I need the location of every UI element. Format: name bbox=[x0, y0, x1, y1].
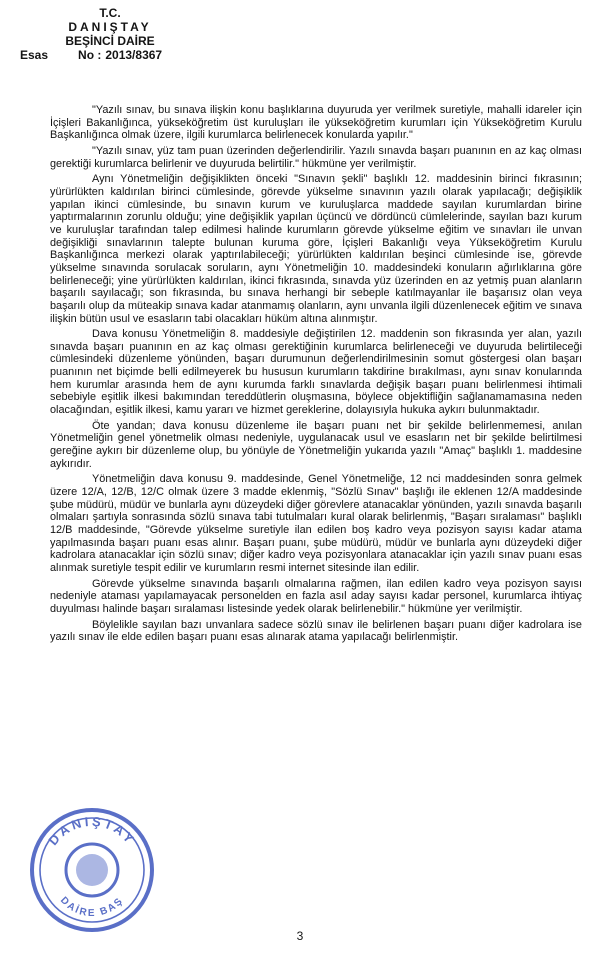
paragraph-7: Görevde yükselme sınavında başarılı olmalarına rağmen, ilan edilen kadro veya pozisyon sayısı nedeniyle ataması yapılamayacak personelden en fazla asıl aday sayısı kadar personel, kurumlarca ihtiyaç duyulması halinde başarı sıralaması listesinde yedek olarak belirlenebilir." hükmüne yer verilmiştir. bbox=[50, 577, 582, 615]
header-court-name: DANIŞTAY bbox=[68, 20, 152, 34]
header-tc: T.C. bbox=[99, 6, 121, 20]
paragraph-6: Yönetmeliğin dava konusu 9. maddesinde, Genel Yönetmeliğe, 12 nci maddesinden sonra gelmek üzere 12/A, 12/B, 12/C olmak üzere 3 madde eklenmiş, "Sözlü Sınav" başlığı ile eklenen 12/A maddesinde şube müdürü, müdür ve bunlarla aynı düzeydeki diğer görevlere atanacaklar yönünden, yazılı sınavda başarılı olmaları şartıyla sonrasında sözlü sınava tabi tutulmaları kural olarak belirlenmiş, "Başarı sıralaması" başlıklı 12/B maddesinde, "Görevde yükselme suretiyle ilan edilen boş kadro veya pozisyon sayısı kadar atama yapılmasında başarı puanı esas alınır. Başarı puanı, şube müdürü, müdür ve bunlarla aynı düzeydeki diğer kadrolara atanacaklar için sözlü sınav; diğer kadro veya pozisyonlara atanacaklar için yazılı sınav puanı esas alınmak suretiyle tespit edilir ve kurumların resmi internet sitesinde ilan edilir. bbox=[50, 473, 582, 574]
paragraph-4: Dava konusu Yönetmeliğin 8. maddesiyle değiştirilen 12. maddenin son fıkrasında yer alan, yazılı sınavda başarı puanının en az kaç olması gerektiğinin kurumlarca belirleneceği ve duyuruda belirtileceği cümlesindeki düzenleme yönünden, başarı durumunun değerlendirilmesinin somut göstergesi olan başarı puanının net biçimde belli edilmeyerek bu hususun kurumların takdirine bırakılması, aynı sınav konularında hem kurumlar arasında hem de aynı kurumda farklı sınavlarda değişik başarı puanı belirlenmesi ihtimali sebebiyle eşitlik ilkesi bakımından tereddütlerin oluşmasına, böylece objektifliğin sağlanamamasına neden olacağından, eşitlik ilkesi, kamu yararı ve hizmet gereklerine, dolayısıyla hukuka aykırı bulunmaktadır. bbox=[50, 328, 582, 417]
seal-outer-ring bbox=[32, 810, 152, 930]
esas-label: Esas bbox=[20, 48, 49, 62]
case-number: 2013/8367 bbox=[105, 48, 163, 62]
court-seal-stamp bbox=[28, 806, 156, 934]
svg-text:DAİRE BAŞ bbox=[58, 895, 126, 919]
paragraph-3: Aynı Yönetmeliğin değişiklikten önceki "Sınavın şekli" başlıklı 12. maddesinin birinci fıkrasının; yürürlükten kaldırılan birinci cümlesinde, görevde yükselme sınavının yazılı olarak yapılacağı; değişiklik yapılan ikinci cümlesinde, bu sınavın kurum ve kuruluşlarca maddede sayılan kurumlardan birine yaptırmalarının zorunlu olduğu; yine değişiklik yapılan üçüncü ve dördüncü cümlelerinde, sayılan bazı kurum ve kuruluşlar tarafından talep edilmesi halinde kurumların görevde yükselme eğitim ve sınavları ile unvan değişikliği sınavlarının talepte bulunan kuruma göre, İçişleri Bakanlığı veya Yükseköğretim Kurulu Başkanlığınca merkezi olarak yaptırılabileceği; yürürlükten kaldırılan beşinci cümlesinde ise, görevde yükselme sınavında sorulacak soruların, aynı Yönetmeliğin 10. maddesindeki konuların ağırlıklarına göre belirleneceği; yine yürürlükten kaldırılan, ikinci fıkrasında, sınavda yüz üzerinden en az yetmiş puan alanların başarılı sayılacağı; son fıkrasında, bu sınava herhangi bir sebeple katılmayanlar ile başarısız olan veya başarılı olup da müteakip sınava kadar atanmamış olanların, aynı unvanla ilgili düzenlenecek eğitim ve sınava ilişkin bütün usul ve esasların tabi olacakları hüküm altına alınmıştır. bbox=[50, 173, 582, 325]
header-chamber: BEŞİNCİ DAİRE bbox=[65, 34, 155, 48]
seal-top-text: DANIŞTAY bbox=[45, 813, 139, 849]
case-number-line bbox=[20, 48, 220, 62]
seal-bottom-text: DAİRE BAŞ bbox=[57, 894, 127, 920]
svg-text:DANIŞTAY bbox=[45, 814, 138, 848]
paragraph-8: Böylelikle sayılan bazı unvanlara sadece sözlü sınav ile belirlenen başarı puanı diğer kadrolara ise yazılı sınav ile elde edilen başarı puanı esas alınarak atama yapılacağı belirlenmiştir. bbox=[50, 618, 582, 644]
document-header bbox=[20, 6, 220, 62]
seal-center-ring bbox=[66, 844, 118, 896]
seal-inner-ring bbox=[40, 818, 144, 922]
paragraph-5: Öte yandan; dava konusu düzenleme ile başarı puanı net bir şekilde belirlenmemesi, anılan Yönetmeliğin genel yönetmelik olması nedeniyle, uygulanacak usul ve esasların net bir şekilde belirtilmesi gereğine aykırı bir düzenleme olup, bu yönüyle de Yönetmeliğin yukarıda yazılı "Amaç" başlıklı 1. maddesine aykırıdır. bbox=[50, 419, 582, 470]
seal-center-dot bbox=[76, 854, 108, 886]
paragraph-2: "Yazılı sınav, yüz tam puan üzerinden değerlendirilir. Yazılı sınavda başarı puanının en az kaç olması gerektiği kurumlarca belirlenir ve duyuruda belirtilir." hükmüne yer verilmiştir. bbox=[50, 144, 582, 170]
paragraph-1: "Yazılı sınav, bu sınava ilişkin konu başlıklarına duyuruda yer verilmek suretiyle, mahalli idareler için İçişleri Bakanlığınca, yükseköğretim üst kuruluşları ile yükseköğretim kurumları için Yükseköğretim Kurulu Başkanlığınca olmak üzere, ilgili kurumlarca belirlenecek konularda yapılır." bbox=[50, 104, 582, 142]
document-body bbox=[50, 104, 582, 644]
page-number: 3 bbox=[296, 929, 304, 943]
no-label: No : bbox=[78, 48, 102, 62]
